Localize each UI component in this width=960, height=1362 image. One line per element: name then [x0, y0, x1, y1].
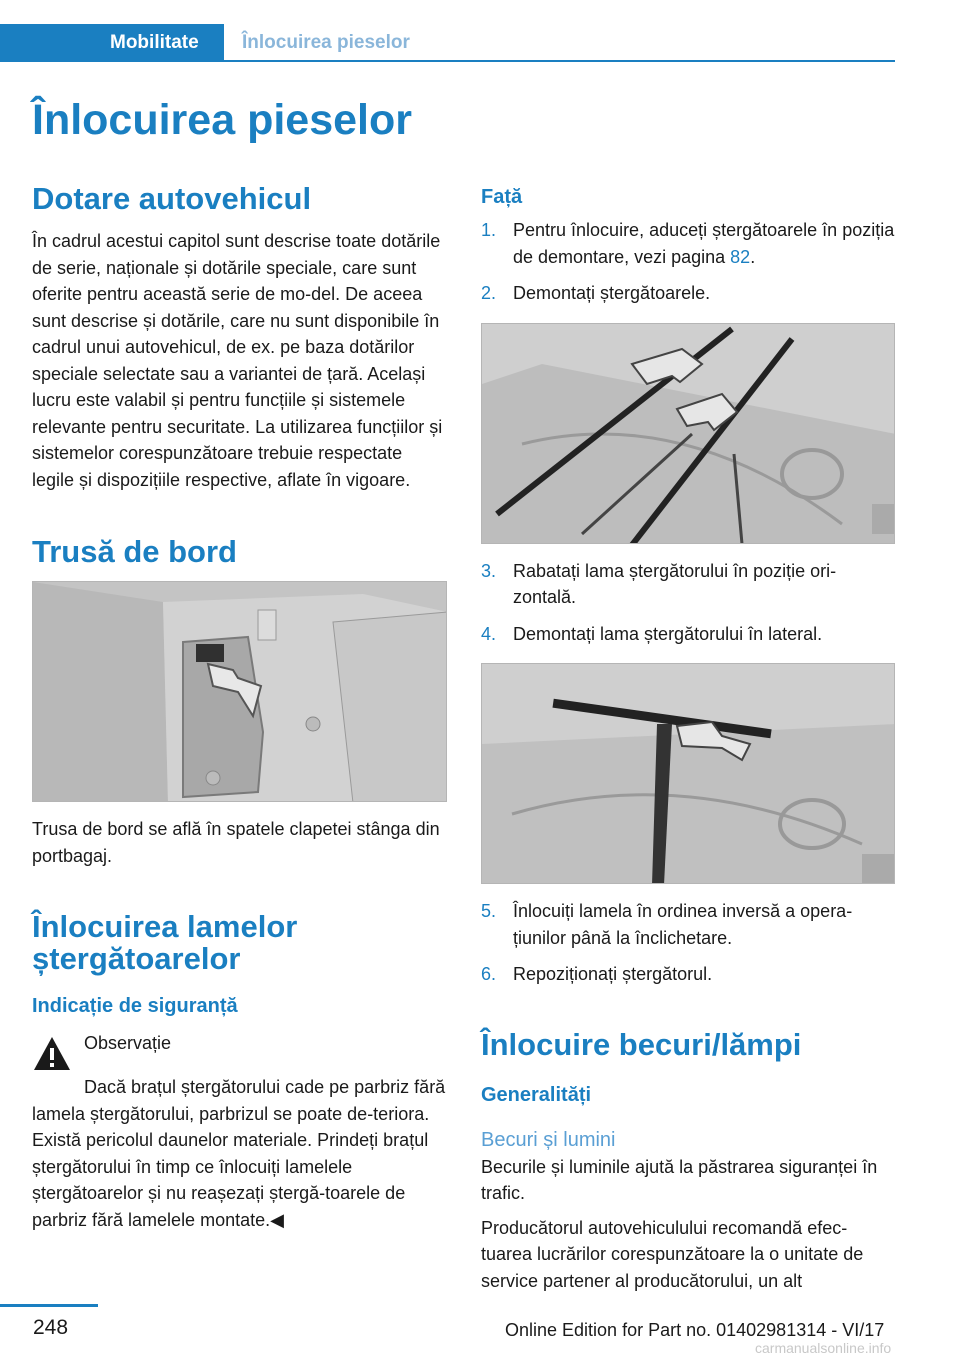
warning-label: Observație: [84, 1033, 172, 1053]
section-title-first-aid: Trusă de bord: [32, 534, 237, 569]
lights-title: Becuri și lumini: [481, 1128, 616, 1151]
steps-list-3: [481, 898, 895, 988]
page-title: Înlocuirea pieselor: [32, 96, 412, 144]
trunk-figure: [32, 581, 447, 802]
step-number: 6.: [481, 964, 497, 984]
trunk-illustration: [33, 582, 447, 802]
steps-list-1: [481, 217, 895, 307]
step-text-end: .: [750, 246, 756, 267]
step-item: [481, 961, 895, 988]
step-number: 4.: [481, 623, 497, 644]
wiper-blade-illustration: [482, 664, 895, 884]
chapter-tab[interactable]: Mobilitate: [0, 24, 224, 62]
step-number: 1.: [481, 220, 497, 240]
right-column: [481, 180, 895, 1294]
steps-list-2: [481, 558, 895, 648]
section-title-bulbs: Înlocuire becuri/lămpi: [481, 1026, 802, 1062]
front-title: Față: [481, 186, 523, 208]
step-text: Repoziționați ștergătorul.: [513, 964, 713, 984]
page-number: 248: [33, 1316, 69, 1339]
step-item: [481, 558, 895, 611]
warning-text: Dacă brațul ștergătorului cade pe parbriz fără lamela ștergătorului, parbrizul se poate de-teriora. Există pericolul daunelor materiale. Prindeți brațul ștergătorului în timp ce înlocuiți lamelele ștergătoarelor și nu reașezați ștergă-toarele de parbriz fără lamelele montate.◀: [32, 1077, 446, 1230]
step-text: Rabatați lama ștergătorului în poziție ori-zontală.: [513, 560, 837, 607]
lights-text-2: Producătorul autovehiculului recomandă efec-tuarea lucrărilor corespunzătoare la o unitate de service partener al producătorului, un alt: [481, 1217, 864, 1291]
step-number: 2.: [481, 283, 497, 303]
step-text: Demontați lama ștergătorului în lateral.: [513, 623, 823, 644]
step-text: Înlocuiți lamela în ordinea inversă a opera-țiunilor până la înclichetare.: [513, 901, 853, 948]
left-column: [32, 180, 447, 1233]
watermark: carmanualsonline.info: [755, 1340, 892, 1356]
warning-block: [32, 1030, 447, 1074]
step-item: [481, 280, 895, 307]
first-aid-text: Trusa de bord se află în spatele clapetei stânga din portbagaj.: [32, 819, 440, 866]
wiper-blade-figure: [481, 663, 895, 884]
section-title-wipers: Înlocuirea lamelor ștergătoarelor: [32, 909, 298, 976]
step-item: [481, 217, 895, 270]
step-item: [481, 898, 895, 951]
wiper-arms-illustration: [482, 324, 895, 544]
general-title: Generalități: [481, 1083, 592, 1106]
step-number: 5.: [481, 901, 497, 921]
section-tab[interactable]: Înlocuirea pieselor: [242, 32, 410, 53]
header-rule: [224, 60, 895, 62]
wiper-arms-figure: [481, 323, 895, 544]
step-text: Demontați ștergătoarele.: [513, 283, 711, 303]
safety-title: Indicație de siguranță: [32, 995, 238, 1017]
step-number: 3.: [481, 560, 497, 581]
page-link[interactable]: 82: [730, 246, 751, 267]
step-text: Pentru înlocuire, aduceți ștergătoarele în poziția de demontare, vezi pagina: [513, 220, 895, 267]
page-header: [0, 24, 895, 62]
equipment-text: În cadrul acestui capitol sunt descrise toate dotările de serie, naționale și dotările speciale, care sunt oferite pentru această serie de mo-del. De aceea sunt descrise și dotările, care nu sunt disponibile în cadrul unui autovehicul, de ex. pe baza dotărilor speciale selectate sau a variantei de țară. Același lucru este valabil și pentru funcțiile și sistemele relevante pentru securitate. La utilizarea funcțiilor și sistemelor corespunzătoare trebuie respectate legile și dispozițiile respective, aflate în vigoare.: [32, 231, 443, 490]
step-item: [481, 621, 895, 648]
section-title-equipment: Dotare autovehicul: [32, 181, 312, 216]
warning-triangle-icon: [32, 1034, 72, 1074]
footer-rule: [0, 1304, 98, 1307]
lights-text-1: Becurile și luminile ajută la păstrarea siguranței în trafic.: [481, 1156, 878, 1203]
edition-label: Online Edition for Part no. 01402981314 - VI/17: [505, 1320, 885, 1340]
